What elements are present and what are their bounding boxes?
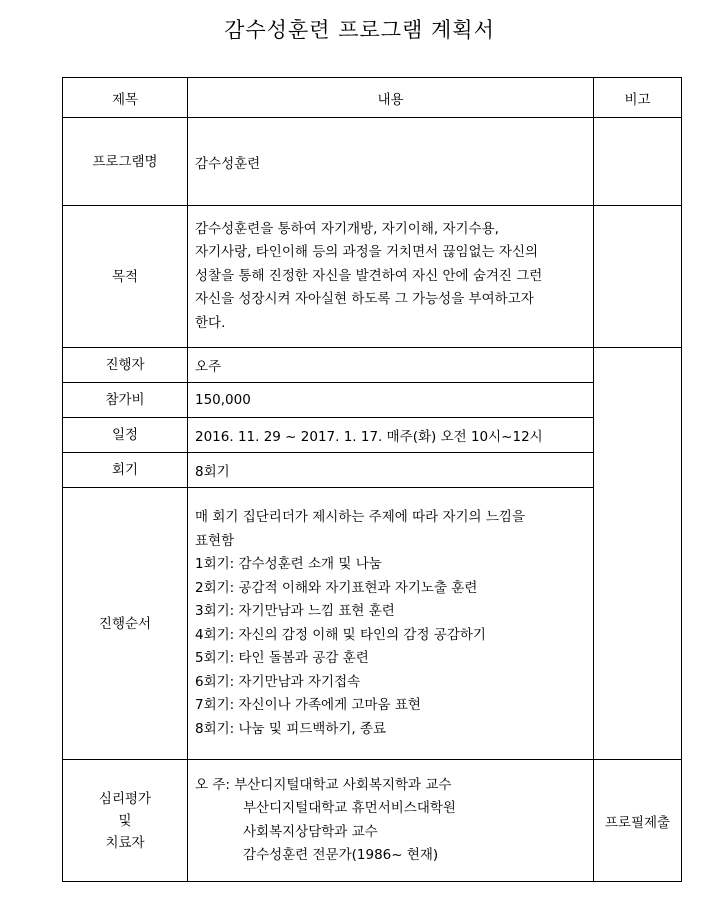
procedure-item: 3회기: 자기만남과 느낌 표현 훈련 [195, 603, 395, 619]
header-note: 비고 [594, 78, 682, 118]
purpose-line: 한다. [195, 314, 226, 331]
evaluator-line: 사회복지상담학과 교수 [243, 823, 378, 840]
fee-label: 참가비 [63, 383, 188, 418]
evaluator-label-line: 심리평가 [98, 790, 152, 807]
program-name-note [594, 118, 682, 206]
procedure-item: 6회기: 자기만남과 자기접속 [195, 673, 361, 690]
purpose-line: 성찰을 통해 진정한 자신을 발견하여 자신 안에 숨겨진 그런 [195, 267, 543, 284]
document-title: 감수성훈련 프로그램 계획서 [224, 18, 495, 42]
evaluator-note: 프로필제출 [594, 760, 682, 882]
sessions-label: 회기 [63, 453, 188, 488]
evaluator-label [63, 760, 188, 882]
facilitator-value: 오주 [188, 348, 594, 383]
procedure-item: 5회기: 타인 돌봄과 공감 훈련 [195, 650, 369, 666]
purpose-line: 자신을 성장시켜 자아실현 하도록 그 가능성을 부여하고자 [195, 291, 534, 308]
sessions-value: 8회기 [188, 453, 594, 488]
header-content: 내용 [188, 78, 594, 118]
procedure-intro: 표현함 [195, 532, 235, 549]
row-sessions [63, 453, 682, 488]
program-name-label: 프로그램명 [63, 118, 188, 206]
table-header-row [63, 78, 682, 118]
purpose-line: 감수성훈련을 통하여 자기개방, 자기이해, 자기수용, [195, 220, 499, 237]
evaluator-label-line: 및 [118, 812, 132, 829]
purpose-label: 목적 [63, 206, 188, 348]
procedure-item: 1회기: 감수성훈련 소개 및 나눔 [195, 556, 382, 572]
facilitator-label: 진행자 [63, 348, 188, 383]
procedure-item: 4회기: 자신의 감정 이해 및 타인의 감정 공감하기 [195, 626, 486, 643]
purpose-value [188, 206, 594, 348]
row-procedure [63, 488, 682, 760]
procedure-item: 8회기: 나눔 및 피드백하기, 종료 [195, 720, 387, 737]
procedure-item: 7회기: 자신이나 가족에게 고마움 표현 [195, 697, 421, 713]
evaluator-label-line: 치료자 [105, 834, 145, 851]
row-facilitator [63, 348, 682, 383]
row-program-name [63, 118, 682, 206]
purpose-note [594, 206, 682, 348]
evaluator-line: 감수성훈련 전문가(1986~ 현재) [243, 847, 439, 863]
row-purpose [63, 206, 682, 348]
procedure-value [188, 488, 594, 760]
procedure-note [594, 348, 682, 760]
procedure-label: 진행순서 [63, 488, 188, 760]
row-schedule [63, 418, 682, 453]
header-title: 제목 [63, 78, 188, 118]
fee-value: 150,000 [188, 383, 594, 418]
procedure-item: 2회기: 공감적 이해와 자기표현과 자기노출 훈련 [195, 579, 478, 596]
evaluator-value [188, 760, 594, 882]
purpose-line: 자기사랑, 타인이해 등의 과정을 거치면서 끊임없는 자신의 [195, 244, 539, 261]
schedule-value: 2016. 11. 29 ~ 2017. 1. 17. 매주(화) 오전 10시~12시 [188, 418, 594, 453]
procedure-intro: 매 회기 집단리더가 제시하는 주제에 따라 자기의 느낌을 [195, 509, 525, 525]
row-fee [63, 383, 682, 418]
row-evaluator [63, 760, 682, 882]
program-name-value: 감수성훈련 [188, 118, 594, 206]
evaluator-line: 부산디지털대학교 휴먼서비스대학원 [243, 800, 456, 816]
plan-table [62, 77, 682, 882]
evaluator-line: 오 주: 부산디지털대학교 사회복지학과 교수 [195, 776, 452, 793]
schedule-label: 일정 [63, 418, 188, 453]
